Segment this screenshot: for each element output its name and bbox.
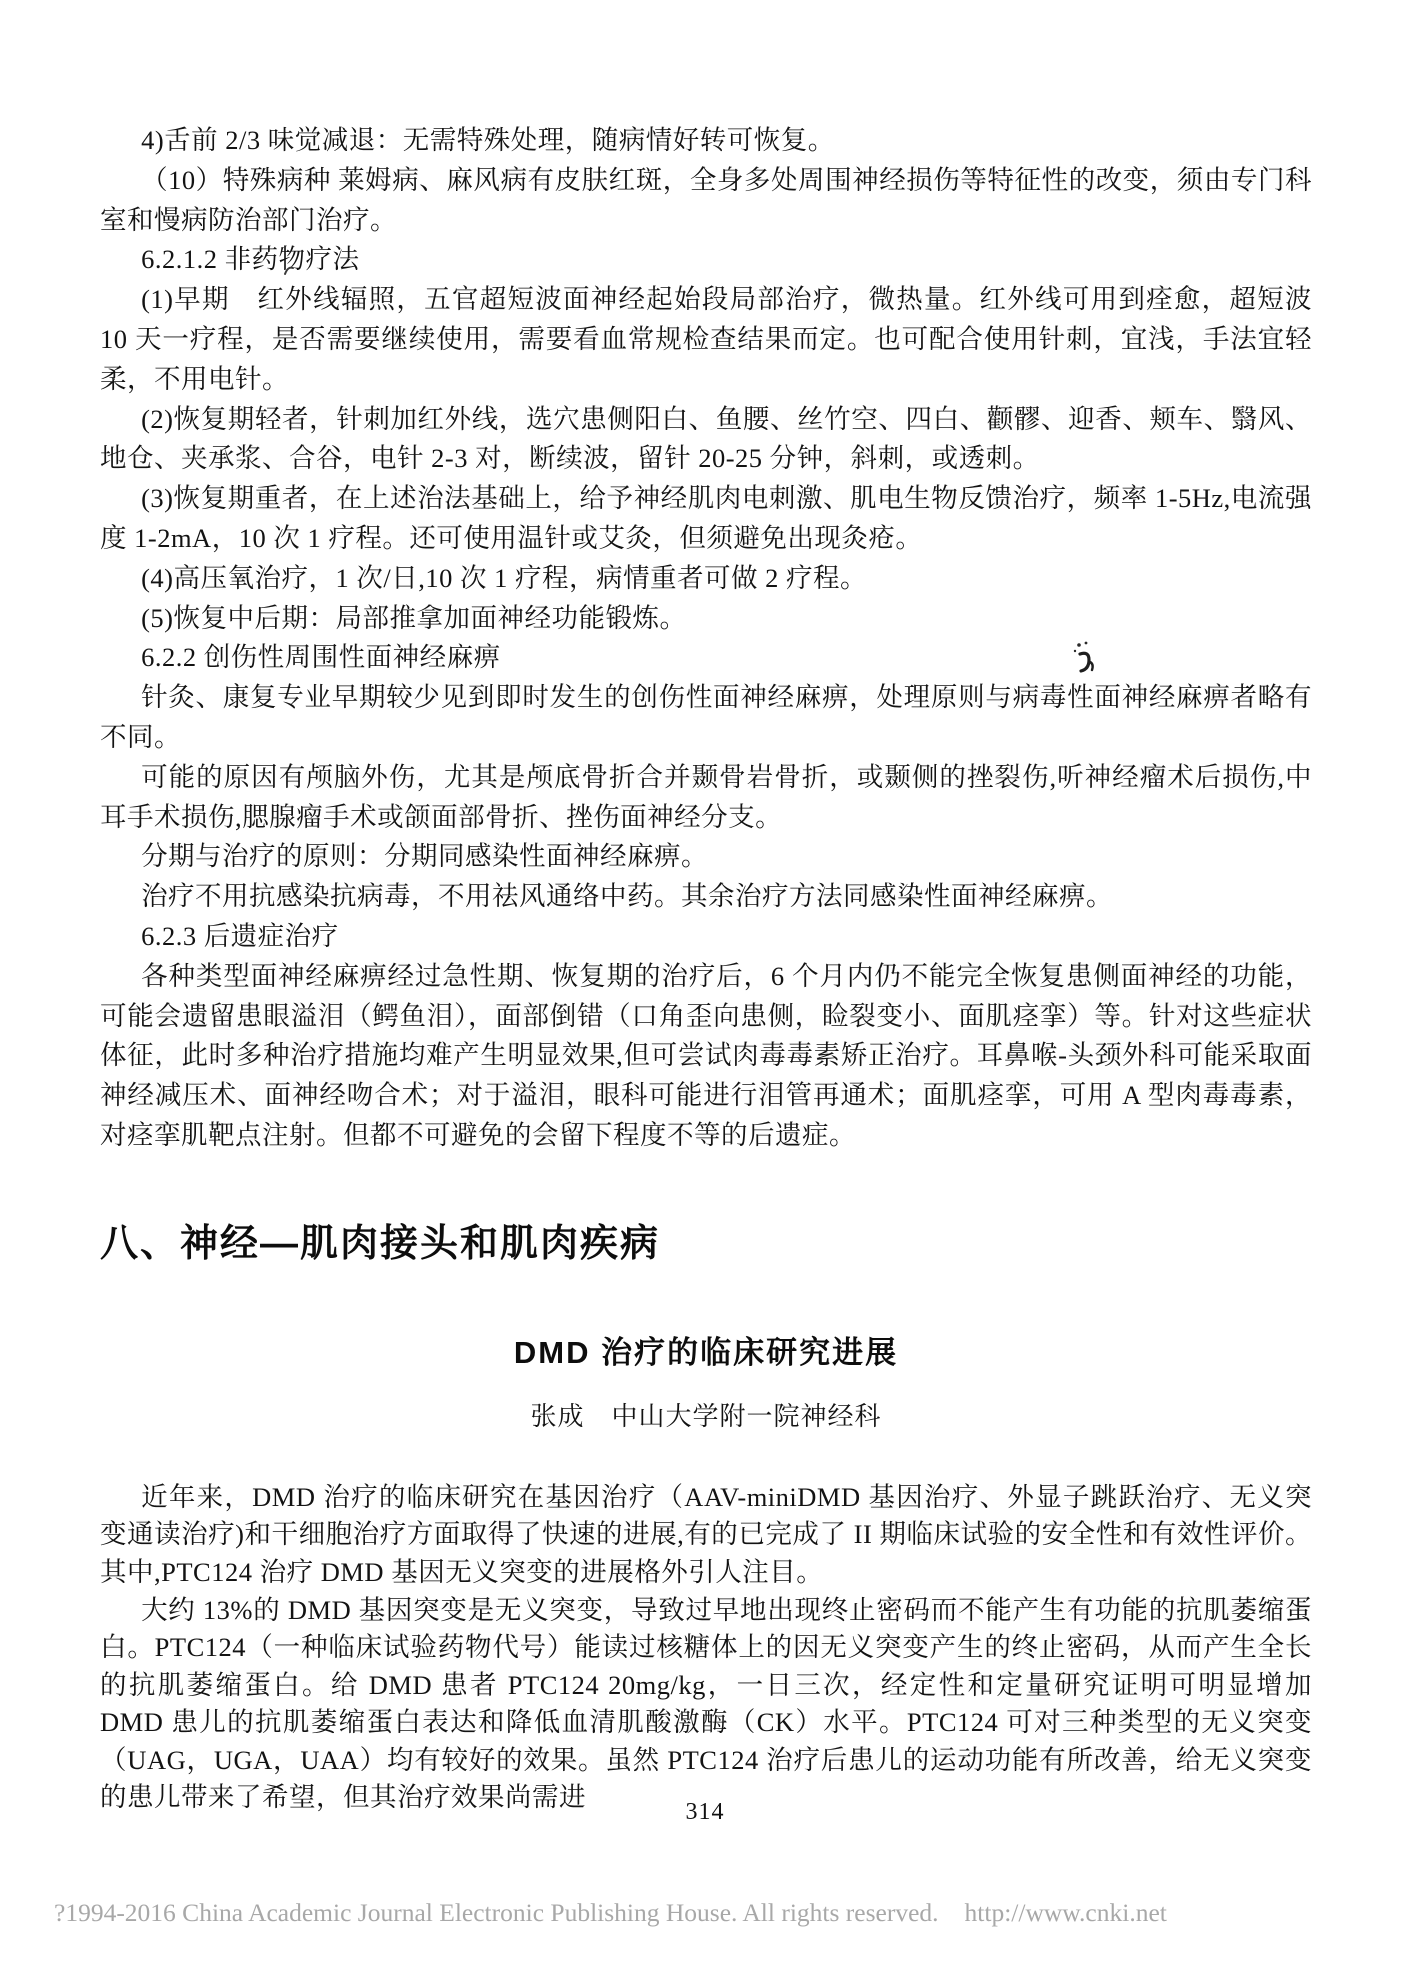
body-paragraph: (1)早期 红外线辐照，五官超短波面神经起始段局部治疗，微热量。红外线可用到痊愈，超短波 10 天一疗程，是否需要继续使用，需要看血常规检查结果而定。也可配合使用针刺，宜浅，手法宜轻柔，不用电针。 (100, 284, 1312, 394)
body-paragraph: 分期与治疗的原则：分期同感染性面神经麻痹。 (141, 841, 709, 872)
subsection-heading: 6.2.2 创伤性周围性面神经麻痹 (141, 642, 501, 673)
body-paragraph: 4)舌前 2/3 味觉减退：无需特殊处理，随病情好转可恢复。 (141, 125, 835, 155)
subsection-heading: 6.2.1.2 非药物疗法 (141, 244, 360, 275)
body-paragraph: 近年来，DMD 治疗的临床研究在基因治疗（AAV-miniDMD 基因治疗、外显子跳跃治疗、无义突变通读治疗)和干细胞治疗方面取得了快速的进展,有的已完成了 II 期临床试验的安全性和有效性评价。其中,PTC124 治疗 DMD 基因无义突变的进展格外引人注目。 (100, 1481, 1312, 1587)
body-paragraph: (5)恢复中后期：局部推拿加面神经功能锻炼。 (141, 602, 687, 633)
copyright-text: ?1994-2016 China Academic Journal Electronic Publishing House. All rights reserved. (54, 1898, 939, 1927)
body-paragraph: 可能的原因有颅脑外伤，尤其是颅底骨折合并颞骨岩骨折，或颞侧的挫裂伤,听神经瘤术后损伤,中耳手术损伤,腮腺瘤手术或颌面部骨折、挫伤面神经分支。 (100, 761, 1312, 832)
subsection-heading: 6.2.3 后遗症治疗 (141, 920, 339, 951)
cnki-url-text: http://www.cnki.net (964, 1898, 1167, 1927)
body-paragraph: （10）特殊病种 莱姆病、麻风病有皮肤红斑，全身多处周围神经损伤等特征性的改变，须由专门科室和慢病防治部门治疗。 (100, 164, 1312, 235)
body-paragraph: 大约 13%的 DMD 基因突变是无义突变，导致过早地出现终止密码而不能产生有功能的抗肌萎缩蛋白。PTC124（一种临床试验药物代号）能读过核糖体上的因无义突变产生的终止密码，从而产生全长的抗肌萎缩蛋白。给 DMD 患者 PTC124 20mg/kg，一日三次，经定性和定量研究证明可明显增加 DMD 患儿的抗肌萎缩蛋白表达和降低血清肌酸激酶（CK）水平。PTC124 可对三种类型的无义突变（UAG，UGA，UAA）均有较好的效果。虽然 PTC124 治疗后患儿的运动功能有所改善，给无义突变的患儿带来了希望，但其治疗效果尚需进 (100, 1594, 1312, 1813)
chapter-heading: 八、神经—肌肉接头和肌肉疾病 (100, 1222, 661, 1265)
facial-nerve-section (100, 121, 1312, 1156)
body-paragraph: (2)恢复期轻者，针刺加红外线，选穴患侧阳白、鱼腰、丝竹空、四白、颧髎、迎香、颊车、翳风、地仓、夹承浆、合谷，电针 2-3 对，断续波，留针 20-25 分钟，斜刺，或透刺。 (100, 403, 1312, 474)
footer-copyright-line (54, 1898, 1374, 1928)
body-paragraph: 针灸、康复专业早期较少见到即时发生的创伤性面神经麻痹，处理原则与病毒性面神经麻痹者略有不同。 (100, 682, 1312, 752)
document-content (100, 121, 1312, 1817)
article-byline: 张成 中山大学附一院神经科 (530, 1401, 882, 1431)
page-number: 314 (685, 1799, 725, 1825)
article-title: DMD 治疗的临床研究进展 (513, 1334, 899, 1370)
body-paragraph: (4)高压氧治疗，1 次/日,10 次 1 疗程，病情重者可做 2 疗程。 (141, 562, 867, 593)
body-paragraph: 各种类型面神经麻痹经过急性期、恢复期的治疗后，6 个月内仍不能完全恢复患侧面神经的功能，可能会遗留患眼溢泪（鳄鱼泪），面部倒错（口角歪向患侧，睑裂变小、面肌痉挛）等。针对这些症状体征，此时多种治疗措施均难产生明显效果,但可尝试肉毒毒素矫正治疗。耳鼻喉-头颈外科可能采取面神经减压术、面神经吻合术；对于溢泪，眼科可能进行泪管再通术；面肌痉挛，可用 A 型肉毒毒素，对痉挛肌靶点注射。但都不可避免的会留下程度不等的后遗症。 (100, 960, 1312, 1150)
body-paragraph: (3)恢复期重者，在上述治法基础上，给予神经肌肉电刺激、肌电生物反馈治疗，频率 1-5Hz,电流强度 1-2mA，10 次 1 疗程。还可使用温针或艾灸，但须避免出现灸疮。 (100, 483, 1312, 553)
body-paragraph: 治疗不用抗感染抗病毒，不用祛风通络中药。其余治疗方法同感染性面神经麻痹。 (141, 881, 1114, 912)
dmd-article-body (100, 1479, 1312, 1817)
